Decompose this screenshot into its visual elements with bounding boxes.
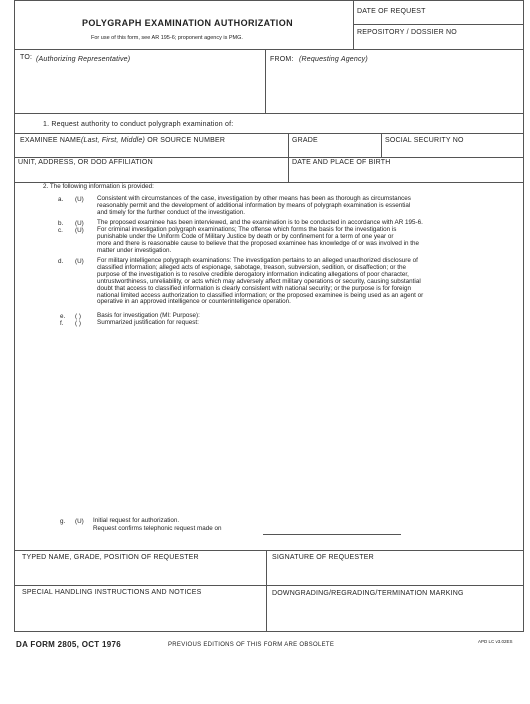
special-handling-field[interactable]: SPECIAL HANDLING INSTRUCTIONS AND NOTICES (22, 589, 202, 596)
item-f-letter: f. (60, 320, 64, 327)
date-of-request-field[interactable]: DATE OF REQUEST (357, 8, 426, 15)
item-c-letter: c. (58, 227, 63, 234)
divider (381, 133, 382, 157)
item-b-letter: b. (58, 220, 64, 227)
item-g-line1: Initial request for authorization. (93, 517, 180, 524)
examinee-name-hint: (Last, First, Middle) (80, 137, 146, 144)
telephonic-date-field[interactable] (263, 534, 401, 535)
item-a-mark[interactable]: (U) (75, 196, 84, 203)
item-b-mark[interactable]: (U) (75, 220, 84, 227)
divider (14, 133, 524, 134)
ssn-field[interactable]: SOCIAL SECURITY NO (385, 137, 464, 144)
examinee-name-label: EXAMINEE NAME (20, 137, 81, 144)
item-d-text: For military intelligence polygraph examinations: The investigation pertains to an alleged unauthorized disclosure of classified information; alleged acts of espionage, sabotage, treason, subversion, sedition, or disaffection; or the purpose of the investigation is to resolve credible derogatory information indicating allegations of poor character, untrustworthiness, unreliability, or acts which may adversely affect military operations or security, causing substantial doubt that access to classified information is clearly consistent with national security; or the purpose is for foreign national limited access authorization to classified information; or the proposed examinee is being used as an agent or operative in an approved intelligence or counterintelligence operation. (97, 257, 424, 306)
divider (266, 550, 267, 632)
item-c-mark[interactable]: (U) (75, 227, 84, 234)
previous-editions-notice: PREVIOUS EDITIONS OF THIS FORM ARE OBSOLETE (168, 642, 335, 648)
item-b-text: The proposed examinee has been interviewed, and the examination is to be conducted in accordance with AR 195-6. (97, 219, 423, 226)
section-2-intro: 2. The following information is provided: (43, 183, 154, 190)
divider (14, 550, 524, 551)
unit-address-field[interactable]: UNIT, ADDRESS, OR DOD AFFILIATION (18, 159, 153, 166)
item-d-letter: d. (58, 258, 64, 265)
form-subtitle: For use of this form, see AR 195-6; proponent agency is PMG. (91, 35, 243, 41)
examinee-name-tail: OR SOURCE NUMBER (147, 137, 226, 144)
form-border (14, 0, 524, 632)
divider (14, 157, 524, 158)
item-g-line2: Request confirms telephonic request made on (93, 525, 222, 532)
repository-field[interactable]: REPOSITORY / DOSSIER NO (357, 29, 457, 36)
to-field[interactable]: (Authorizing Representative) (36, 56, 131, 63)
to-label: TO: (20, 54, 33, 61)
item-f-text: Summarized justification for request: (97, 319, 199, 326)
form-title: POLYGRAPH EXAMINATION AUTHORIZATION (82, 18, 294, 28)
section-1-request: 1. Request authority to conduct polygraph examination of: (43, 121, 234, 128)
item-a-text: Consistent with circumstances of the case, investigation by other means has been as thorough as circumstances reasonably permit and the development of additional information by means of polygraph examination is essential and timely for the further conduct of the investigation. (97, 195, 411, 216)
from-label: FROM: (270, 56, 294, 63)
divider (353, 24, 524, 25)
item-e-text: Basis for investigation (MI: Purpose): (97, 312, 200, 319)
item-d-mark[interactable]: (U) (75, 258, 84, 265)
item-f-mark[interactable]: ( ) (75, 320, 81, 327)
item-e-mark[interactable]: ( ) (75, 313, 81, 320)
divider (14, 113, 524, 114)
grade-field[interactable]: GRADE (292, 137, 318, 144)
divider (14, 49, 524, 50)
item-e-letter: e. (60, 313, 66, 320)
item-c-text: For criminal investigation polygraph examinations; The offense which forms the basis for the investigation is punishable under the Uniform Code of Military Justice by death or by confinement for a term of one year or more and there is reasonable cause to believe that the proposed examinee has knowledge of or was involved in the matter under investigation. (97, 226, 420, 254)
typed-name-field[interactable]: TYPED NAME, GRADE, POSITION OF REQUESTER (22, 554, 199, 561)
signature-field[interactable]: SIGNATURE OF REQUESTER (272, 554, 374, 561)
form-id: DA FORM 2805, OCT 1976 (16, 640, 122, 649)
apd-version: APD LC v3.02ES (478, 639, 513, 644)
date-place-of-birth-field[interactable]: DATE AND PLACE OF BIRTH (292, 159, 391, 166)
examinee-name-field[interactable] (20, 137, 225, 144)
from-field[interactable]: (Requesting Agency) (299, 56, 368, 63)
item-g-mark[interactable]: (U) (75, 518, 84, 525)
divider (14, 585, 524, 586)
item-a-letter: a. (58, 196, 64, 203)
divider (265, 49, 266, 113)
downgrading-field[interactable]: DOWNGRADING/REGRADING/TERMINATION MARKING (272, 590, 464, 597)
item-g-letter: g. (60, 518, 66, 525)
